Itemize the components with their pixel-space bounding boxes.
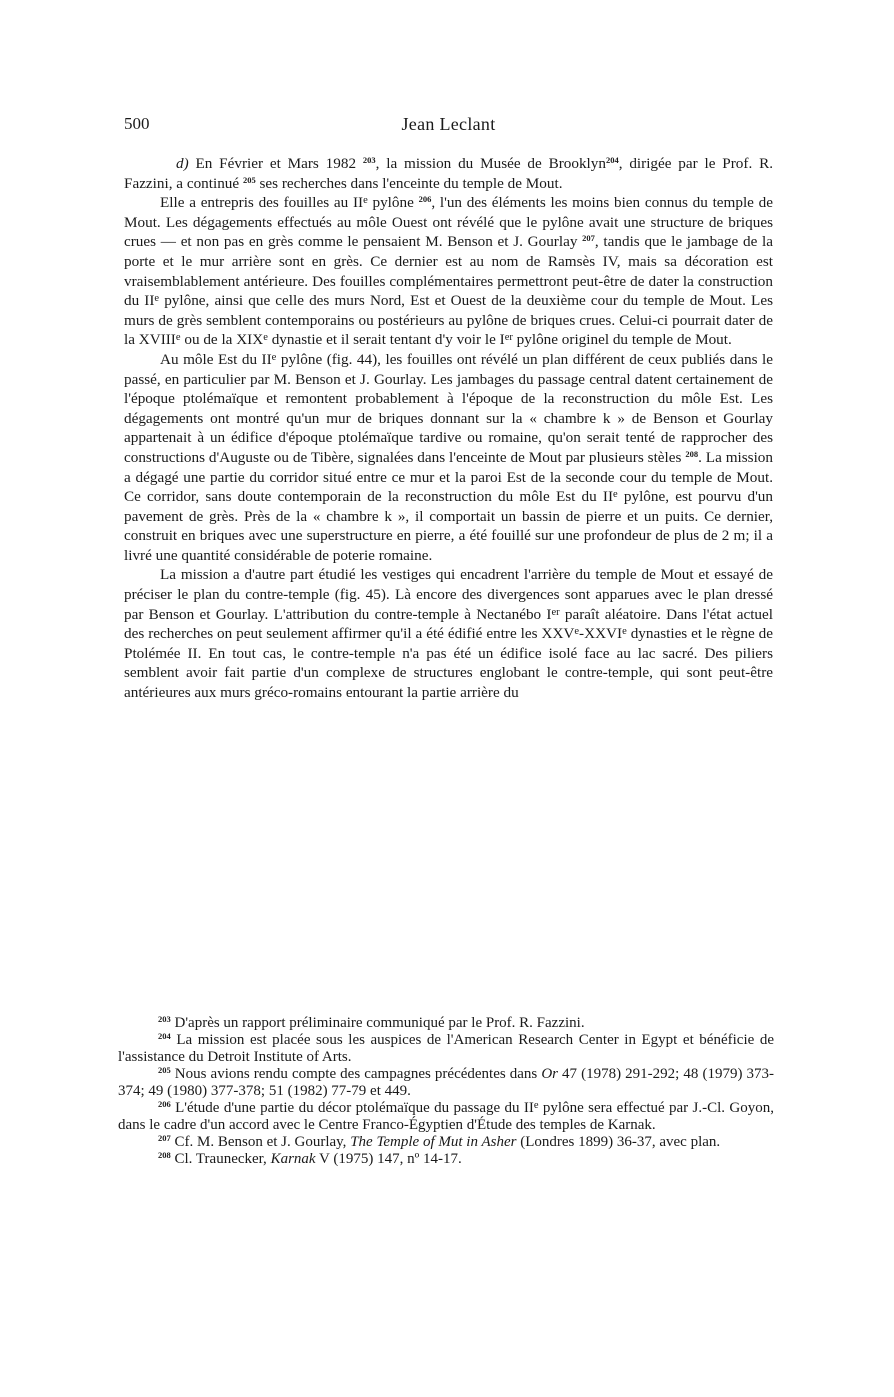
superscript: e	[613, 489, 618, 501]
superscript: er	[551, 606, 560, 618]
footnote-ref: 206	[418, 194, 432, 205]
running-title: Jean Leclant	[401, 114, 496, 134]
superscript: e	[263, 332, 268, 344]
footnote-204: $^{204}$ La mission est placée sous les auspices de l'American Research Center in Egypt et bénéficie de l'assistance du Detroit Institute of Arts.	[118, 1031, 774, 1065]
footnote-number: 203	[158, 1014, 171, 1024]
journal-title: Or	[541, 1066, 558, 1082]
footnote-ref: 207	[582, 233, 595, 244]
footnote-number: 204	[158, 1031, 171, 1041]
footnote-208: $^{208}$ Cl. Traunecker, Karnak V (1975) 147, nº 14-17.	[158, 1150, 462, 1167]
footnote-207: $^{207}$ Cf. M. Benson et J. Gourlay, The Temple of Mut in Asher (Londres 1899) 36-37, avec plan.	[158, 1133, 721, 1150]
book-title: Karnak	[270, 1151, 316, 1167]
footnote-ref: 204	[605, 155, 619, 165]
superscript: e	[533, 1100, 539, 1111]
footnote-203: $^{203}$ D'après un rapport préliminaire communiqué par le Prof. R. Fazzini.	[158, 1014, 585, 1031]
main-text	[124, 154, 773, 703]
footnote-ref: 208	[685, 448, 699, 459]
superscript: e	[574, 626, 580, 638]
page-number: 500	[124, 114, 150, 133]
footnote-ref: 203	[362, 155, 376, 165]
footnote-number: 206	[158, 1099, 171, 1109]
paragraph-1: d) En Février et Mars 1982 $^{203}$, la mission du Musée de Brooklyn$^{204}$, dirigée par le Prof. R. Fazzini, a continué $^{205}$ ses recherches dans l'enceinte du temple de Mout.	[124, 155, 774, 192]
paragraph-2: Elle a entrepris des fouilles au IIe pylône $^{206}$, l'un des éléments les moins bien connus du temple de Mout. Les dégagements effectués au môle Ouest ont révélé que le pylône avait une structure de briques crues — et non pas en grès comme le pensaient M. Benson et J. Gourlay $^{207}$, tandis que le jambage de la porte et le mur arrière sont en grès. Ce dernier est au nom de Ramsès IV, mais sa décoration est vraisemblablement antérieure. Des fouilles complémentaires permettront peut-être de dater la construction du IIe pylône, ainsi que celle des murs Nord, Est et Ouest de la deuxième cour du temple de Mout. Les murs de grès semblent contemporains ou postérieurs au pylône de briques crues. Celui-ci pourrait dater de la XVIIIe ou de la XIXe dynastie et il serait tentant d'y voir le Ier pylône originel du temple de Mout.	[124, 194, 774, 349]
superscript: e	[175, 332, 181, 344]
footnote-ref: 205	[242, 174, 256, 185]
paragraph-3: Au môle Est du IIe pylône (fig. 44), les fouilles ont révélé un plan différent de ceux publiés dans le passé, en particulier par M. Benson et J. Gourlay. Les jambages du passage central datent certainement de l'époque ptolémaïque et remontent probablement à l'époque de la reconstruction du môle Est. Les dégagements ont montré qu'un mur de briques donnant sur la « chambre k » de Benson et Gourlay appartenait à un édifice d'époque ptolémaïque tardive ou romaine, qu'on serait tenté de rapprocher des constructions d'Auguste ou de Tibère, signalées dans l'enceinte de Mout par plusieurs stèles $^{208}$. La mission a dégagé une partie du corridor situé entre ce mur et la paroi Est de la seconde cour du temple de Mout. Ce corridor, sans doute contemporain de la reconstruction du môle Est du IIe pylône, est pourvu d'un pavement de grès. Près de la « chambre k », il comportait un bassin de pierre et un puits. Ce dernier, construit en briques avec une superstructure en pierre, a été fouillé sur une profondeur de plus de 2 m; il a livré une quantité considérable de poterie romaine.	[124, 350, 774, 564]
section-marker: d)	[176, 155, 189, 172]
page-header	[124, 114, 773, 140]
footnotes	[118, 1015, 774, 1168]
footnote-number: 205	[158, 1065, 171, 1075]
superscript: e	[363, 195, 368, 207]
paragraph-4: La mission a d'autre part étudié les vestiges qui encadrent l'arrière du temple de Mout et essayé de préciser le plan du contre-temple (fig. 45). Là encore des divergences sont apparues avec le plan dressé par Benson et Gourlay. L'attribution du contre-temple à Nectanébo Ier paraît aléatoire. Dans l'état actuel des recherches on peut seulement affirmer qu'il a été édifié entre les XXVe-XXVIe dynasties et le règne de Ptolémée II. En tout cas, le contre-temple n'a pas été un édifice isolé face au lac sacré. Des piliers semblent avoir fait partie d'un complexe de structures englobant le contre-temple, qui sont peut-être antérieures aux murs gréco-romains entourant la partie arrière du	[124, 566, 773, 702]
footnote-205: $^{205}$ Nous avions rendu compte des campagnes précédentes dans Or 47 (1978) 291-292; 48 (1979) 373-374; 49 (1980) 377-378; 51 (1982) 77-79 et 449.	[118, 1065, 774, 1099]
superscript: er	[504, 332, 513, 344]
superscript: e	[154, 293, 160, 305]
superscript: e	[271, 351, 277, 363]
book-title: The Temple of Mut in Asher	[350, 1134, 517, 1150]
footnote-number: 207	[158, 1133, 171, 1143]
footnote-206: $^{206}$ L'étude d'une partie du décor ptolémaïque du passage du IIe pylône sera effectué par J.-Cl. Goyon, dans le cadre d'un accord avec le Centre Franco-Égyptien d'Étude des temples de Karnak.	[118, 1099, 775, 1133]
footnote-number: 208	[158, 1150, 171, 1160]
superscript: e	[622, 626, 627, 638]
